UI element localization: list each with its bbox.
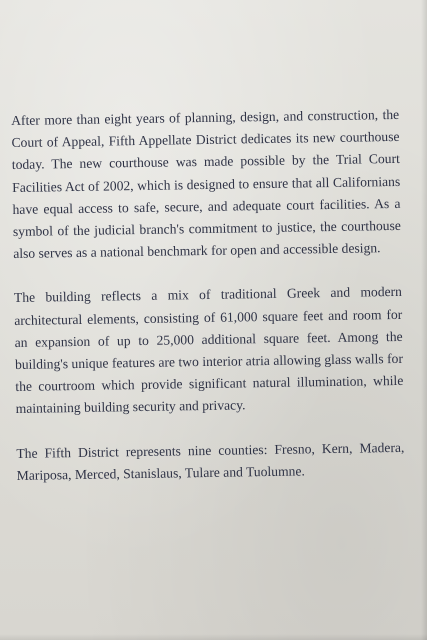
page-edge-shadow-bottom bbox=[0, 634, 427, 640]
paragraph-dedication: After more than eight years of planning, design, and construction, the Court of Appeal, Fifth Appellate District dedicates its new courthouse today. The new courthouse was made possible by the Trial Court Facilities Act of 2002, which is designed to ensure that all Californians have equal access to safe, secure, and adequate court facilities. As a symbol of the judicial branch's commitment to justice, the courthouse also serves as a national benchmark for open and accessible design. bbox=[11, 106, 401, 262]
page-edge-shadow-right bbox=[421, 0, 427, 640]
paragraph-building-description: The building reflects a mix of traditional Greek and modern architectural elements, consisting of 61,000 square feet and room for an expansion of up to 25,000 additional square feet. Among the building's unique features are two interior atria allowing glass walls for the courtroom which provide significant natural illumination, while maintaining building security and privacy. bbox=[13, 284, 404, 417]
paragraph-district-counties: The Fifth District represents nine counties: Fresno, Kern, Madera, Mariposa, Merced, Stanislaus, Tulare and Tuolumne. bbox=[16, 439, 405, 483]
document-body bbox=[11, 104, 405, 509]
